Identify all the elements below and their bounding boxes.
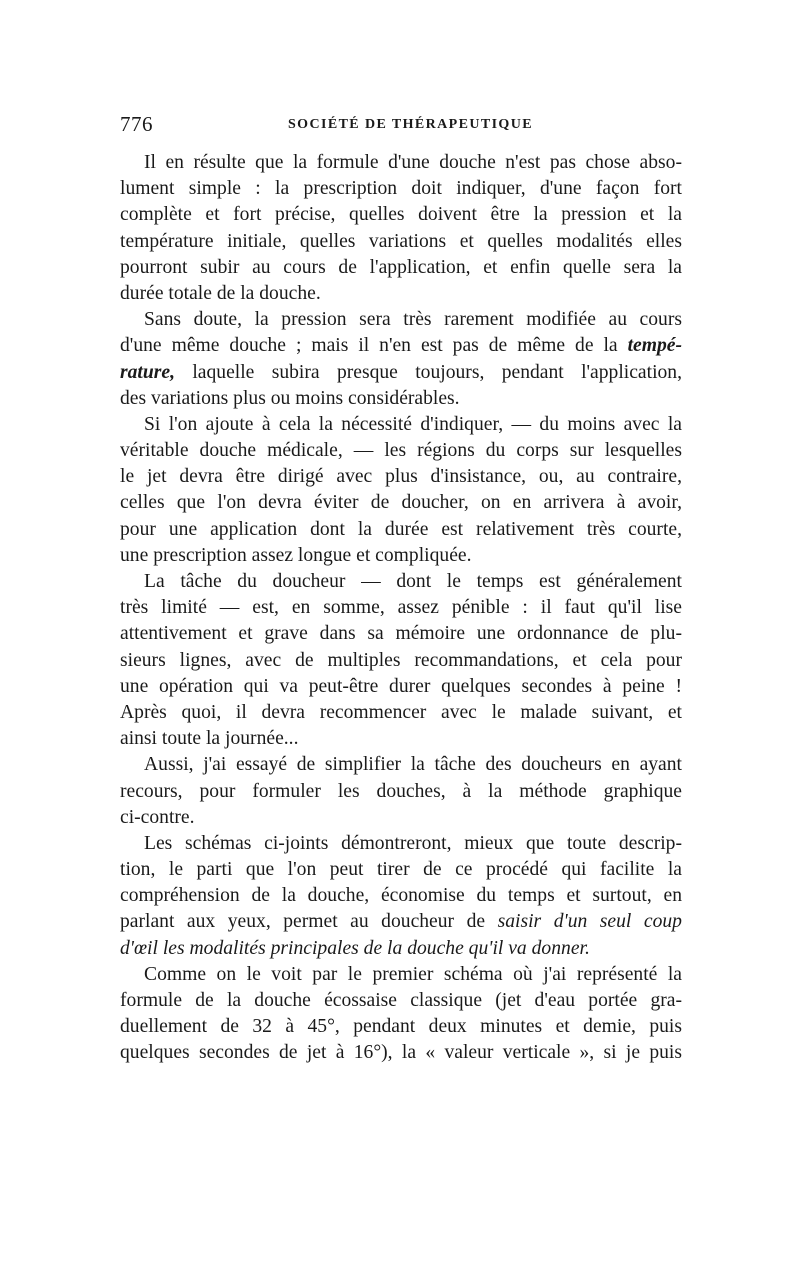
text-line: le jet devra être dirigé avec plus d'insistance, ou, au contraire, (120, 466, 682, 488)
text-line: durée totale de la douche. (120, 282, 321, 304)
italic-text: tempé- (627, 335, 682, 357)
text-line: une prescription assez longue et compliquée. (120, 544, 472, 566)
running-title: SOCIÉTÉ DE THÉRAPEUTIQUE (288, 117, 533, 132)
text-line: parlant aux yeux, permet au doucheur de saisir d'un seul coup (120, 911, 682, 933)
text-line: Aussi, j'ai essayé de simplifier la tâche des doucheurs en ayant (144, 754, 682, 776)
text-line: complète et fort précise, quelles doivent être la pression et la (120, 204, 682, 226)
italic-text: rature, (120, 361, 175, 383)
text-line: La tâche du doucheur — dont le temps est généralement (144, 571, 682, 592)
paragraph-6 (120, 831, 682, 962)
body-text (120, 150, 682, 1067)
text-line: une opération qui va peut-être durer quelques secondes à peine ! (120, 675, 682, 697)
text-line (120, 936, 682, 962)
paragraph-4 (120, 569, 682, 752)
text-line: véritable douche médicale, — les régions du corps sur lesquelles (120, 440, 682, 462)
page-number: 776 (120, 112, 153, 136)
text-line: Comme on le voit par le premier schéma où j'ai représenté la (144, 963, 682, 985)
text-line: Si l'on ajoute à cela la nécessité d'indiquer, — du moins avec la (144, 413, 682, 435)
text-line: très limité — est, en somme, assez pénible : il faut qu'il lise (120, 597, 682, 619)
text-line: Les schémas ci-joints démontreront, mieux que toute descrip- (144, 832, 682, 854)
paragraph-1 (120, 150, 682, 307)
text-line: celles que l'on devra éviter de doucher, on en arrivera à avoir, (120, 492, 682, 514)
text-line: ci-contre. (120, 806, 195, 828)
text-line: pourront subir au cours de l'application, et enfin quelle sera la (120, 256, 682, 278)
text-line: Sans doute, la pression sera très rarement modifiée au cours (144, 309, 682, 331)
paragraph-3 (120, 412, 682, 569)
text-line: ainsi toute la journée... (120, 728, 299, 750)
text-line: d'une même douche ; mais il n'en est pas de même de la tempé- (120, 335, 682, 357)
text-line: pour une application dont la durée est relativement très courte, (120, 518, 682, 540)
text-line: rature, laquelle subira presque toujours, pendant l'application, (120, 361, 682, 383)
text-line: Il en résulte que la formule d'une douche n'est pas chose abso- (144, 152, 682, 173)
paragraph-2 (120, 307, 682, 412)
text-line: tion, le parti que l'on peut tirer de ce procédé qui facilite la (120, 859, 682, 881)
text-line: attentivement et grave dans sa mémoire une ordonnance de plu- (120, 623, 682, 645)
text-line: lument simple : la prescription doit indiquer, d'une façon fort (120, 178, 682, 200)
paragraph-7 (120, 962, 682, 1067)
text-line: température initiale, quelles variations et quelles modalités elles (120, 230, 682, 252)
page-header (120, 112, 680, 142)
text-line: recours, pour formuler les douches, à la méthode graphique (120, 780, 682, 802)
text-line: Après quoi, il devra recommencer avec le malade suivant, et (120, 701, 682, 723)
italic-text: saisir d'un seul coup (497, 911, 682, 933)
text-line: duellement de 32 à 45°, pendant deux minutes et demie, puis (120, 1016, 682, 1038)
text-line: quelques secondes de jet à 16°), la « valeur verticale », si je puis (120, 1042, 682, 1064)
paragraph-5 (120, 752, 682, 831)
text-line: compréhension de la douche, économise du temps et surtout, en (120, 885, 682, 907)
text-line: formule de la douche écossaise classique (jet d'eau portée gra- (120, 990, 682, 1011)
text-line: des variations plus ou moins considérables. (120, 387, 460, 409)
text-line: sieurs lignes, avec de multiples recommandations, et cela pour (120, 649, 682, 671)
italic-text: d'œil les modalités principales de la douche qu'il va donner. (120, 937, 590, 959)
